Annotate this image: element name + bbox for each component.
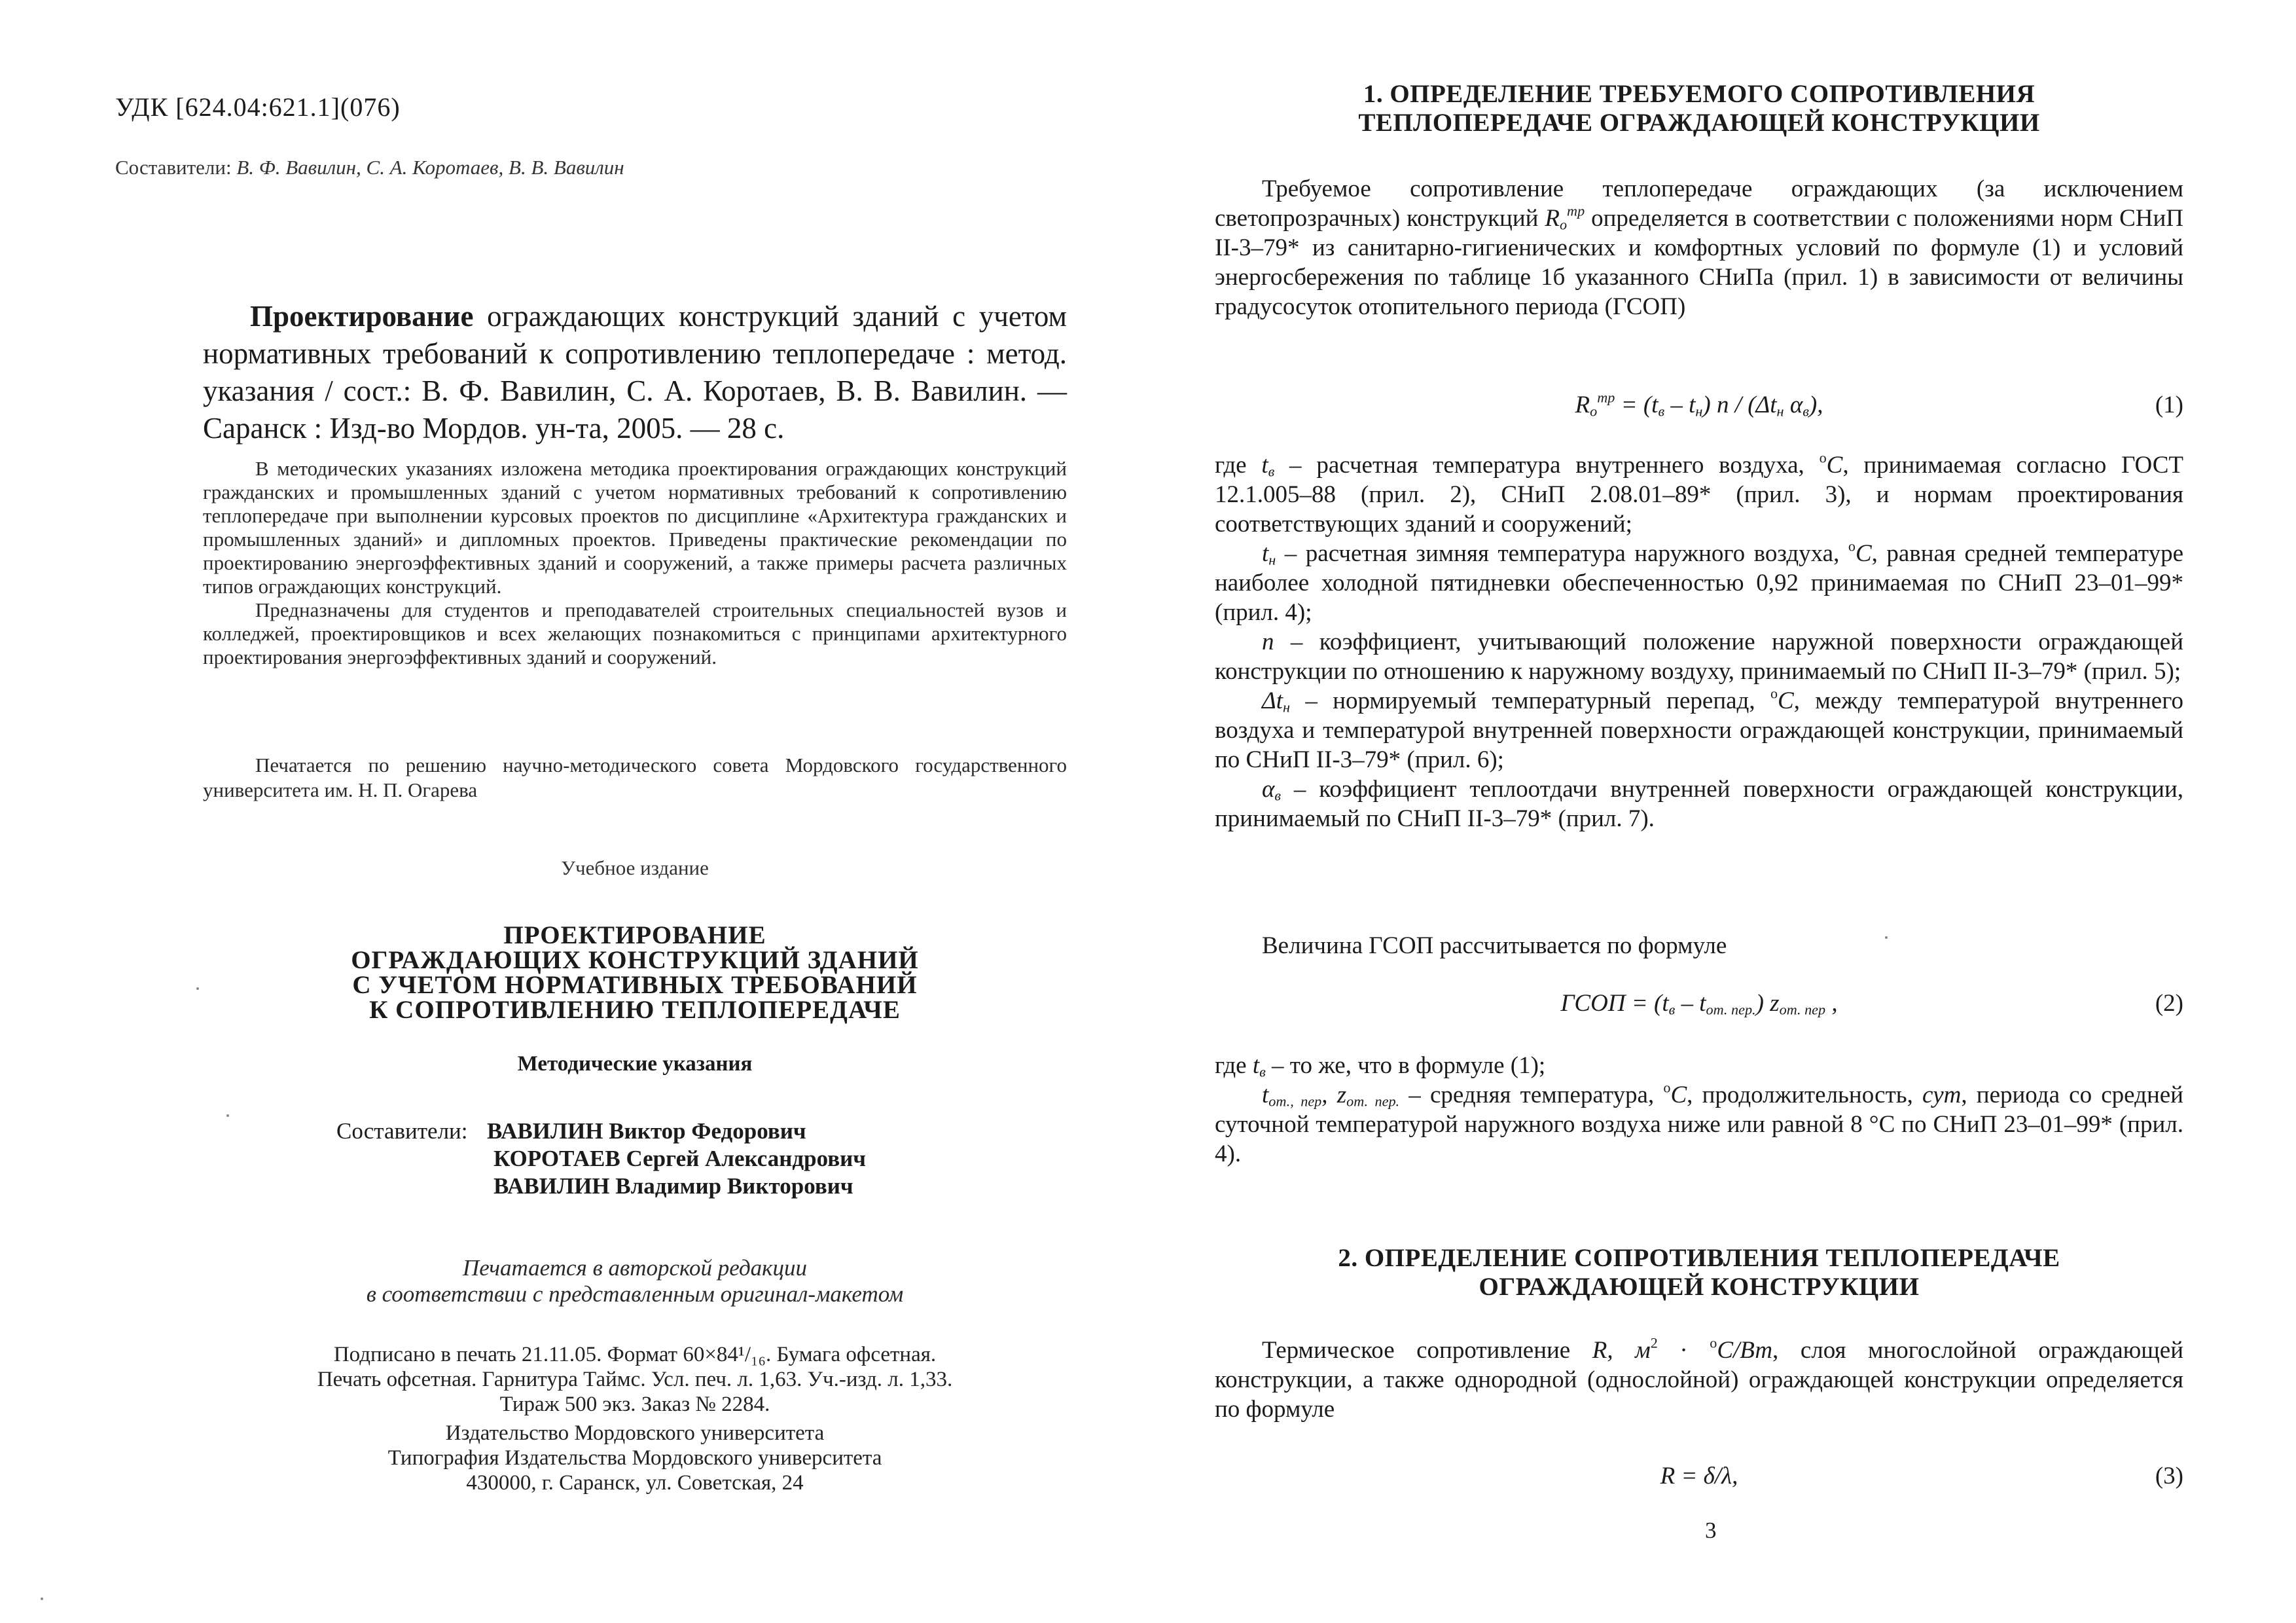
abstract-paragraph-1: В методических указаниях изложена методика проектирования ограждающих конструкций гражданских и промышленных зданий с учетом нормативных требований к сопротивлению теплопередаче при выполнении курсовых проектов по дисциплине «Архитектура гражданских и промышленных зданий» и дипломных проектов. Приведены практические рекомендации по проектированию энергоэффективных зданий и сооружений, а также примеры расчета различных типов ограждающих конструкций. <box>203 457 1067 598</box>
text-run: – расчетная зимняя температура наружного воздуха, <box>1276 540 1848 567</box>
definition-tv-repeat <box>1215 1051 2183 1080</box>
unit-text: C/Вт <box>1717 1337 1773 1364</box>
definitions-formula-1 <box>1215 450 2183 833</box>
imprint-line: Типография Издательства Мордовского университета <box>387 1446 882 1470</box>
definition-tn <box>1215 539 2183 627</box>
print-note <box>203 1255 1067 1307</box>
symbol-sup: тр <box>1567 202 1585 219</box>
formula-part: ), <box>1808 392 1823 418</box>
compiler-name: ВАВИЛИН Владимир Викторович <box>493 1173 853 1199</box>
def-sub: н <box>1268 551 1276 568</box>
definition-tv <box>1215 450 2183 539</box>
scan-speck <box>41 1597 43 1600</box>
imprint-line: Тираж 500 экз. Заказ № 2284. <box>499 1393 770 1416</box>
formula-2-expression <box>1215 989 2183 1018</box>
book-title-line: ПРОЕКТИРОВАНИЕ <box>503 921 766 949</box>
bibliographic-description <box>203 298 1067 447</box>
formula-sub: в <box>1803 403 1809 420</box>
formula-3-expression: R = δ/λ, <box>1660 1463 1738 1489</box>
biblio-title-bold: Проектирование <box>250 300 474 333</box>
abstract-paragraph-2: Предназначены для студентов и преподавателей строительных специальностей вузов и колледжей, проектировщиков и всех желающих познакомиться с принципами архитектурного проектирования энергоэффективных зданий и сооружений. <box>203 598 1067 668</box>
text-run: , равная средней температуре наиболее холодной пятидневки обеспеченностью 0,92 принимаемая по СНиП 23–01–99* (прил. 4); <box>1215 540 2184 626</box>
formula-sub: в <box>1668 1001 1676 1018</box>
text-run: где <box>1215 452 1262 479</box>
book-title-line: С УЧЕТОМ НОРМАТИВНЫХ ТРЕБОВАНИЙ <box>352 971 918 999</box>
def-sub: в <box>1274 787 1282 804</box>
text-run: , периода со средней суточной температурой наружного воздуха ниже или равной 8 °С по СНиП 23–01–99* (прил. 4). <box>1215 1082 2183 1167</box>
formula-part: – t <box>1664 392 1696 418</box>
imprint-line: Подписано в печать 21.11.05. Формат 60×84¹/₁₆. Бумага офсетная. <box>333 1343 937 1366</box>
def-sub: в <box>1268 463 1275 480</box>
paragraph-thermal-resistance <box>1215 1336 2183 1424</box>
definition-delta-t <box>1215 686 2183 775</box>
formula-part: ) n / (Δt <box>1702 392 1777 418</box>
unit-c: C <box>1670 1082 1687 1108</box>
text-run: , принимаемая согласно ГОСТ 12.1.005–88 (прил. 2), СНиП 2.08.01–89* (прил. 3), и нормам проектирования соответствующих зданий и сооружений; <box>1215 452 2183 538</box>
book-subtitle: Методические указания <box>517 1052 753 1076</box>
formula-symbol: R <box>1575 392 1590 418</box>
def-sub: в <box>1259 1063 1266 1080</box>
section-1-heading <box>1215 80 2183 137</box>
scan-speck <box>196 987 199 990</box>
formula-1 <box>1215 390 2183 423</box>
imprint-line: Издательство Мордовского университета <box>445 1421 825 1445</box>
definition-period <box>1215 1080 2183 1169</box>
text-run: · <box>1657 1337 1710 1364</box>
book-title-line: К СОПРОТИВЛЕНИЮ ТЕПЛОПЕРЕДАЧЕ <box>369 996 901 1024</box>
page-number: 3 <box>1705 1518 1717 1543</box>
degree-sign: o <box>1663 1079 1671 1096</box>
def-sub: н <box>1283 699 1291 716</box>
compilers-full-names <box>487 1118 866 1200</box>
formula-part: ) z <box>1755 990 1780 1017</box>
formula-2 <box>1215 989 2183 1021</box>
degree-sign: o <box>1848 538 1856 555</box>
def-symbol: , z <box>1321 1082 1347 1108</box>
text-run: , между температурой внутреннего воздуха и температурой внутренней поверхности ограждающей конструкции, принимаемый по СНиП II-3–79* (прил. 6); <box>1215 687 2183 773</box>
print-note-line: Печатается в авторской редакции <box>462 1255 808 1281</box>
formula-3 <box>1215 1461 2183 1494</box>
publication-decision: Печатается по решению научно-методического совета Мордовского государственного университета им. Н. П. Огарева <box>203 754 1067 801</box>
formula-part: α <box>1784 392 1803 418</box>
def-symbol: Δt <box>1262 687 1283 714</box>
formula-sub: н <box>1695 403 1703 420</box>
formula-part: = (t <box>1621 392 1659 418</box>
definition-alpha <box>1215 775 2183 833</box>
text-run: – коэффициент теплоотдачи внутренней поверхности ограждающей конструкции, принимаемый по СНиП II-3–79* (прил. 7). <box>1215 776 2183 832</box>
book-title-line: ОГРАЖДАЮЩИХ КОНСТРУКЦИЙ ЗДАНИЙ <box>351 946 919 974</box>
formula-3-number: (3) <box>2155 1463 2183 1489</box>
scan-speck <box>226 1114 229 1117</box>
heading-line: 2. ОПРЕДЕЛЕНИЕ СОПРОТИВЛЕНИЯ ТЕПЛОПЕРЕДАЧЕ <box>1338 1244 2060 1272</box>
compilers-full-label: Составители: <box>336 1118 468 1144</box>
symbol-sup: 2 <box>1650 1334 1658 1351</box>
formula-part: , <box>1825 990 1838 1017</box>
heading-line: ТЕПЛОПЕРЕДАЧЕ ОГРАЖДАЮЩЕЙ КОНСТРУКЦИИ <box>1358 109 2040 137</box>
gsop-intro: Величина ГСОП рассчитывается по формуле <box>1262 932 1727 959</box>
symbol-sub: o <box>1559 216 1568 233</box>
compilers-label: Составители: <box>115 156 232 179</box>
unit-days: сут <box>1922 1082 1962 1108</box>
udk-code: УДК [624.04:621.1](076) <box>115 92 401 122</box>
degree-sign: o <box>1770 685 1778 702</box>
text-run: , продолжительность, <box>1687 1082 1923 1108</box>
formula-sub: o <box>1590 403 1598 420</box>
formula-1-number: (1) <box>2155 392 2183 418</box>
formula-sub: от. пер <box>1779 1001 1826 1018</box>
def-sub: от., пер <box>1268 1093 1322 1110</box>
definition-n <box>1215 627 2183 686</box>
heading-line: ОГРАЖДАЮЩЕЙ КОНСТРУКЦИИ <box>1479 1273 1920 1301</box>
degree-sign: o <box>1710 1334 1717 1351</box>
def-symbol: t <box>1261 452 1268 479</box>
text-run: – коэффициент, учитывающий положение наружной поверхности ограждающей конструкции по отношению к наружному воздуху, принимаемый по СНиП II-3–79* (прил. 5); <box>1215 629 2183 685</box>
degree-sign: o <box>1819 449 1827 466</box>
imprint-line: 430000, г. Саранск, ул. Советская, 24 <box>466 1471 804 1495</box>
formula-sup: тр <box>1597 389 1615 406</box>
imprint-line: Печать офсетная. Гарнитура Таймс. Усл. печ. л. 1,63. Уч.-изд. л. 1,33. <box>317 1368 953 1391</box>
text-run: определяется в соответствии с положениями норм СНиП II-3–79* из санитарно-гигиенических и комфортных условий по формуле (1) и условий энергосбережения по таблице 1б указанного СНиПа (прил. 1) в зависимости от величины градусосуток отопительного периода (ГСОП) <box>1215 205 2184 320</box>
formula-part: ГСОП = (t <box>1560 990 1669 1017</box>
formula-sub: в <box>1658 403 1665 420</box>
unit-c: C <box>1855 540 1872 567</box>
compiler-name: КОРОТАЕВ Сергей Александрович <box>493 1146 867 1171</box>
formula-sub: н <box>1776 403 1784 420</box>
print-note-line: в соответствии с представленным оригинал-макетом <box>366 1281 904 1307</box>
definitions-formula-2 <box>1215 1051 2183 1169</box>
text-run: – нормируемый температурный перепад, <box>1290 687 1770 714</box>
compiler-name: ВАВИЛИН Виктор Федорович <box>487 1118 806 1144</box>
text-run: – расчетная температура внутреннего воздуха, <box>1274 452 1820 479</box>
abstract <box>203 457 1067 669</box>
text-run: где <box>1215 1052 1253 1079</box>
text-run: , слоя многослойной ограждающей конструкции, а также однородной (однослойной) ограждающей конструкции определяется по формуле <box>1215 1337 2183 1423</box>
heading-line: 1. ОПРЕДЕЛЕНИЕ ТРЕБУЕМОГО СОПРОТИВЛЕНИЯ <box>1363 80 2036 108</box>
unit-c: C <box>1778 687 1794 714</box>
def-symbol: t <box>1262 540 1269 567</box>
imprint <box>164 1342 1106 1495</box>
formula-part: – t <box>1675 990 1706 1017</box>
symbol-r: R <box>1545 205 1560 232</box>
text-run: Термическое сопротивление <box>1262 1337 1592 1364</box>
section-2-heading <box>1215 1244 2183 1302</box>
text-run: – средняя температура, <box>1399 1082 1664 1108</box>
compilers-short <box>115 156 624 179</box>
def-symbol: n <box>1262 629 1274 655</box>
def-sub: от. пер. <box>1346 1093 1400 1110</box>
formula-2-number: (2) <box>2155 990 2183 1017</box>
formula-sub: от. пер. <box>1706 1001 1756 1018</box>
def-symbol: t <box>1262 1082 1269 1108</box>
book-title <box>203 923 1067 1023</box>
def-symbol: t <box>1252 1052 1260 1079</box>
symbol-r: R, м <box>1592 1337 1651 1364</box>
unit-c: C <box>1826 452 1843 479</box>
edition-type: Учебное издание <box>561 856 709 879</box>
def-symbol: α <box>1262 776 1275 803</box>
formula-1-expression <box>1215 390 2183 420</box>
biblio-text: ограждающих конструкций зданий с учетом нормативных требований к сопротивлению теплопередаче : метод. указания / сост.: В. Ф. Вавилин, С. А. Коротаев, В. В. Вавилин. — Саранск : Изд-во Мордов. ун-та, 2005. — 28 с. <box>203 300 1067 445</box>
text-run: – то же, что в формуле (1); <box>1265 1052 1546 1079</box>
paragraph-required-resistance <box>1215 174 2183 321</box>
compilers-names: В. Ф. Вавилин, С. А. Коротаев, В. В. Вавилин <box>236 156 624 179</box>
text-run: Требуемое сопротивление теплопередаче ограждающих (за исключением светопрозрачных) конструкций <box>1215 175 2183 232</box>
